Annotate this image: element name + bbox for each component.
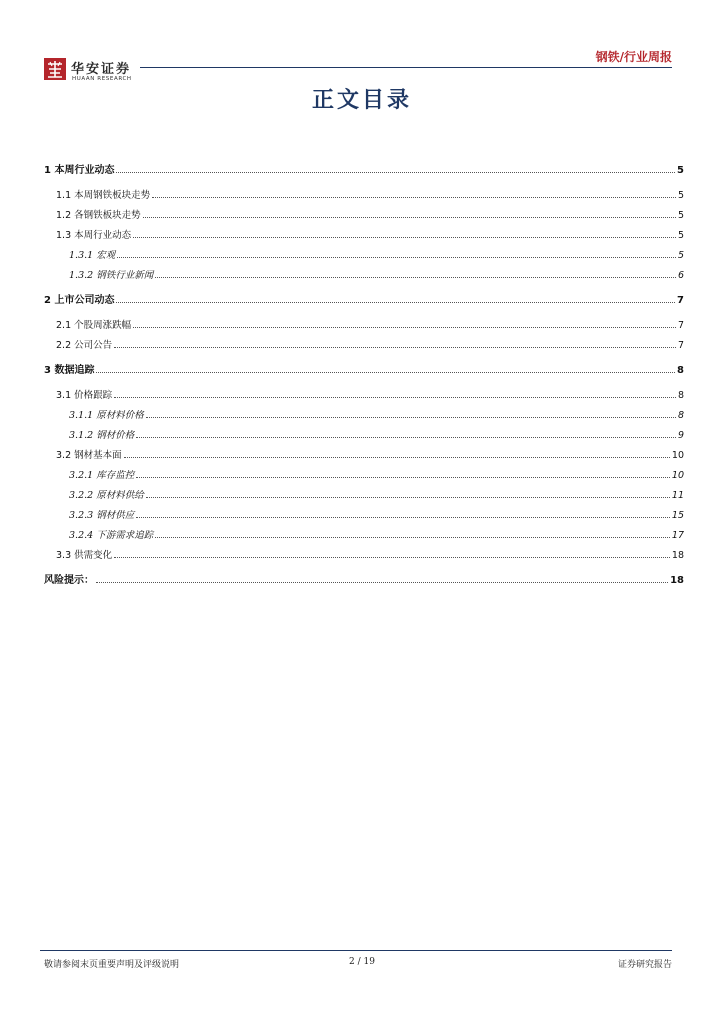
- toc-entry-page: 10: [671, 470, 684, 481]
- toc-entry[interactable]: [44, 291, 684, 306]
- toc-entry-page: 7: [677, 320, 684, 331]
- toc-entry-page: 5: [677, 165, 684, 176]
- toc-entry-label: 3 数据追踪: [44, 365, 95, 376]
- toc-entry-page: 7: [677, 340, 684, 351]
- toc-entry[interactable]: [44, 527, 684, 541]
- toc-entry-page: 10: [671, 450, 684, 461]
- toc-entry-label: 3.1.1 原材料价格: [69, 410, 144, 421]
- toc-entry[interactable]: [44, 337, 684, 351]
- toc-entry[interactable]: [44, 571, 684, 586]
- toc-entry-page: 6: [677, 270, 684, 281]
- toc-leader-dots: [136, 437, 676, 438]
- toc-entry-label: 3.3 供需变化: [56, 550, 113, 561]
- toc-entry-page: 15: [671, 510, 684, 521]
- toc-leader-dots: [136, 477, 670, 478]
- logo-text-cn: 华安证券: [71, 62, 132, 77]
- report-type: 钢铁/行业周报: [595, 50, 672, 64]
- toc-entry-page: 7: [677, 295, 684, 306]
- toc-entry-page: 18: [671, 550, 684, 561]
- toc-leader-dots: [124, 457, 670, 458]
- toc-entry-label: 1 本周行业动态: [44, 165, 115, 176]
- company-logo: [44, 58, 164, 84]
- toc-entry[interactable]: [44, 317, 684, 331]
- toc-entry-label: 3.1 价格跟踪: [56, 390, 113, 401]
- toc-leader-dots: [146, 497, 670, 498]
- toc-entry[interactable]: [44, 227, 684, 241]
- header-divider: [140, 67, 672, 68]
- page-title: 正文目录: [311, 87, 412, 113]
- logo-text-en: HUAAN RESEARCH: [72, 76, 132, 82]
- toc-entry-page: 17: [671, 530, 684, 541]
- toc-entry-label: 1.2 各钢铁板块走势: [56, 210, 141, 221]
- toc-entry[interactable]: [44, 467, 684, 481]
- toc-entry-label: 3.2.3 钢材供应: [69, 510, 135, 521]
- toc-entry-label: 1.1 本周钢铁板块走势: [56, 190, 151, 201]
- toc-entry-page: 5: [677, 190, 684, 201]
- toc-leader-dots: [133, 327, 676, 328]
- toc-entry-label: 1.3.1 宏观: [69, 250, 116, 261]
- toc-entry-label: 1.3 本周行业动态: [56, 230, 132, 241]
- toc-leader-dots: [114, 397, 676, 398]
- toc-entry[interactable]: [44, 407, 684, 421]
- toc-leader-dots: [114, 347, 676, 348]
- toc-entry[interactable]: [44, 447, 684, 461]
- toc-entry-label: 2.1 个股周涨跌幅: [56, 320, 132, 331]
- toc-entry[interactable]: [44, 187, 684, 201]
- toc-leader-dots: [117, 257, 676, 258]
- toc-leader-dots: [116, 302, 675, 303]
- toc-leader-dots: [146, 417, 676, 418]
- toc-entry-label: 1.3.2 钢铁行业新闻: [69, 270, 154, 281]
- toc-leader-dots: [116, 172, 675, 173]
- toc-leader-dots: [155, 277, 676, 278]
- toc-entry-page: 8: [677, 390, 684, 401]
- toc-entry[interactable]: [44, 547, 684, 561]
- toc-entry[interactable]: [44, 507, 684, 521]
- toc-leader-dots: [114, 557, 670, 558]
- toc-leader-dots: [152, 197, 676, 198]
- toc-entry[interactable]: [44, 361, 684, 376]
- toc-entry-label: 3.2.4 下游需求追踪: [69, 530, 154, 541]
- toc-leader-dots: [143, 217, 676, 218]
- toc-entry-label: 2.2 公司公告: [56, 340, 113, 351]
- toc-entry-page: 5: [677, 210, 684, 221]
- toc-entry-label: 3.2.1 库存监控: [69, 470, 135, 481]
- logo-seal-icon: [44, 58, 66, 80]
- toc-entry[interactable]: [44, 427, 684, 441]
- toc-leader-dots: [155, 537, 670, 538]
- toc-entry-page: 5: [677, 250, 684, 261]
- toc-leader-dots: [133, 237, 676, 238]
- toc-entry-label: 2 上市公司动态: [44, 295, 115, 306]
- toc-entry-label: 风险提示：: [44, 575, 94, 586]
- toc-entry[interactable]: [44, 247, 684, 261]
- footer-disclaimer: 敬请参阅末页重要声明及评级说明: [44, 960, 180, 970]
- toc-entry-page: 18: [670, 575, 684, 586]
- toc-entry-label: 3.2.2 原材料供给: [69, 490, 144, 501]
- toc-entry[interactable]: [44, 207, 684, 221]
- page-indicator: 2 / 19: [349, 957, 375, 967]
- footer-divider: [40, 950, 672, 951]
- toc-leader-dots: [96, 372, 675, 373]
- toc-entry[interactable]: [44, 267, 684, 281]
- toc-entry-page: 9: [677, 430, 684, 441]
- toc-leader-dots: [136, 517, 670, 518]
- toc-entry[interactable]: [44, 487, 684, 501]
- toc-entry-label: 3.2 钢材基本面: [56, 450, 122, 461]
- footer-report-kind: 证券研究报告: [617, 960, 672, 970]
- toc-entry[interactable]: [44, 161, 684, 176]
- toc-leader-dots: [96, 582, 668, 583]
- toc-entry-page: 11: [671, 490, 684, 501]
- toc-entry-page: 5: [677, 230, 684, 241]
- toc-entry-page: 8: [677, 410, 684, 421]
- toc-entry-label: 3.1.2 钢材价格: [69, 430, 135, 441]
- toc-entry-page: 8: [677, 365, 684, 376]
- toc-entry[interactable]: [44, 387, 684, 401]
